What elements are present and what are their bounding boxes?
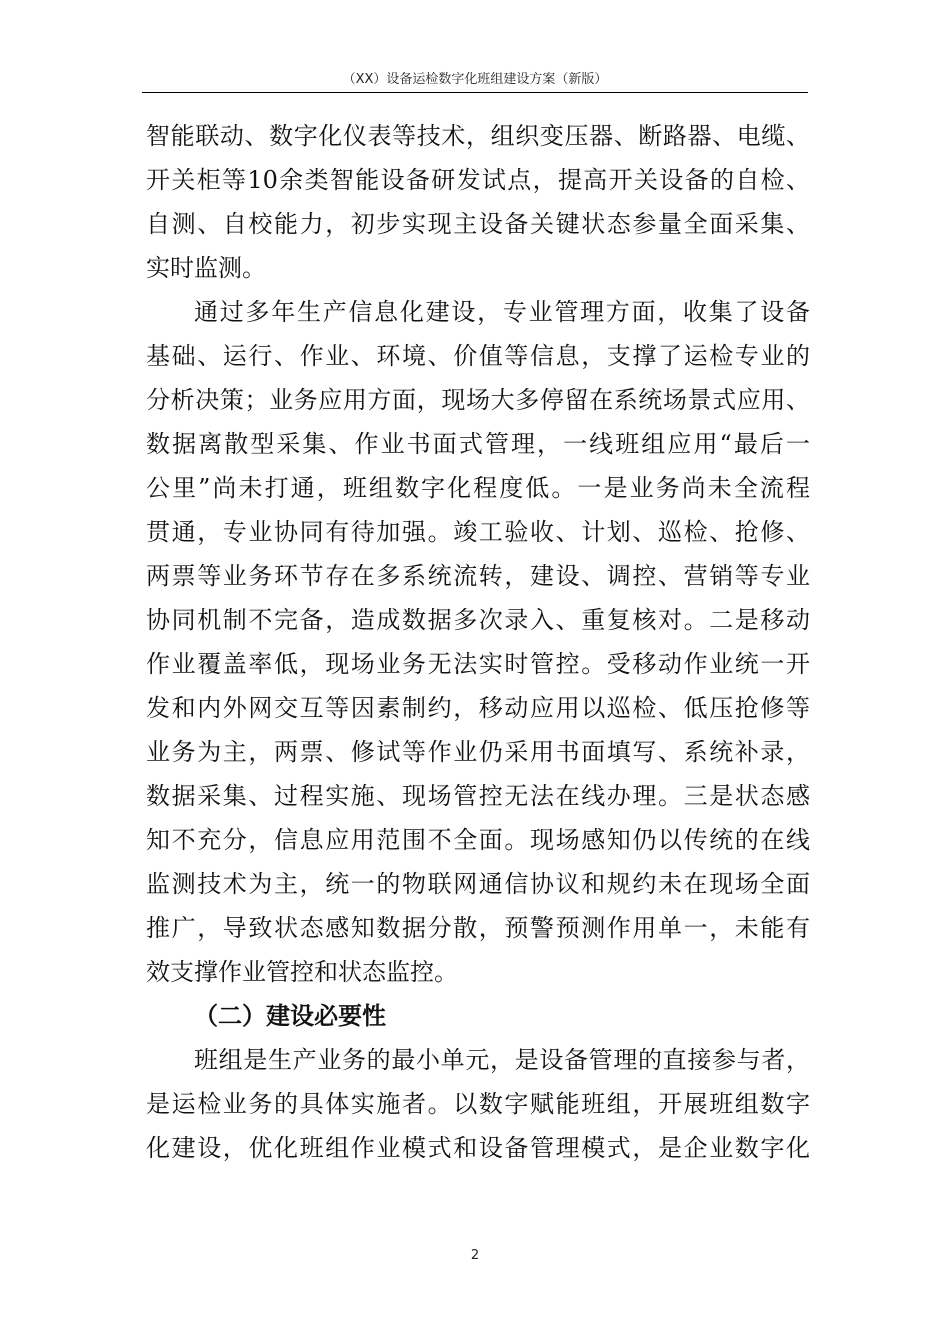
text-line: 基础、运行、作业、环境、价值等信息，支撑了运检专业的 [146, 342, 810, 370]
text-line: 是运检业务的具体实施者。以数字赋能班组，开展班组数字 [146, 1090, 810, 1118]
text-line: 贯通，专业协同有待加强。竣工验收、计划、巡检、抢修、 [146, 518, 810, 546]
text-line: 分析决策；业务应用方面，现场大多停留在系统场景式应用、 [146, 386, 810, 414]
section-heading: （二）建设必要性 [194, 1001, 386, 1030]
text-line: 业务为主，两票、修试等作业仍采用书面填写、系统补录， [146, 738, 810, 766]
page-header: （XX）设备运检数字化班组建设方案（新版） [342, 72, 608, 87]
text-line: 化建设，优化班组作业模式和设备管理模式，是企业数字化 [146, 1134, 810, 1162]
text-line: 数据离散型采集、作业书面式管理，一线班组应用“最后一 [146, 430, 810, 458]
text-line: 知不充分，信息应用范围不全面。现场感知仍以传统的在线 [146, 826, 810, 854]
text-line: 数据采集、过程实施、现场管控无法在线办理。三是状态感 [146, 782, 810, 810]
text-line: 自测、自校能力，初步实现主设备关键状态参量全面采集、 [146, 210, 810, 238]
text-line: 班组是生产业务的最小单元，是设备管理的直接参与者， [194, 1046, 810, 1074]
text-line: 实时监测。 [146, 254, 266, 282]
page-number: 2 [470, 1248, 480, 1263]
text-line: 发和内外网交互等因素制约，移动应用以巡检、低压抢修等 [146, 694, 810, 722]
text-line: 作业覆盖率低，现场业务无法实时管控。受移动作业统一开 [146, 650, 810, 678]
header-rule [142, 92, 808, 93]
text-line: 推广，导致状态感知数据分散，预警预测作用单一，未能有 [146, 914, 810, 942]
text-line: 通过多年生产信息化建设，专业管理方面，收集了设备 [194, 298, 810, 326]
text-line: 效支撑作业管控和状态监控。 [146, 958, 458, 986]
text-line: 协同机制不完备，造成数据多次录入、重复核对。二是移动 [146, 606, 810, 634]
text-line: 两票等业务环节存在多系统流转，建设、调控、营销等专业 [146, 562, 810, 590]
body-text [146, 114, 810, 1170]
text-line: 监测技术为主，统一的物联网通信协议和规约未在现场全面 [146, 870, 810, 898]
text-line: 智能联动、数字化仪表等技术，组织变压器、断路器、电缆、 [146, 122, 810, 150]
text-line: 公里”尚未打通，班组数字化程度低。一是业务尚未全流程 [146, 474, 810, 502]
text-line: 开关柜等10余类智能设备研发试点，提高开关设备的自检、 [146, 166, 810, 194]
